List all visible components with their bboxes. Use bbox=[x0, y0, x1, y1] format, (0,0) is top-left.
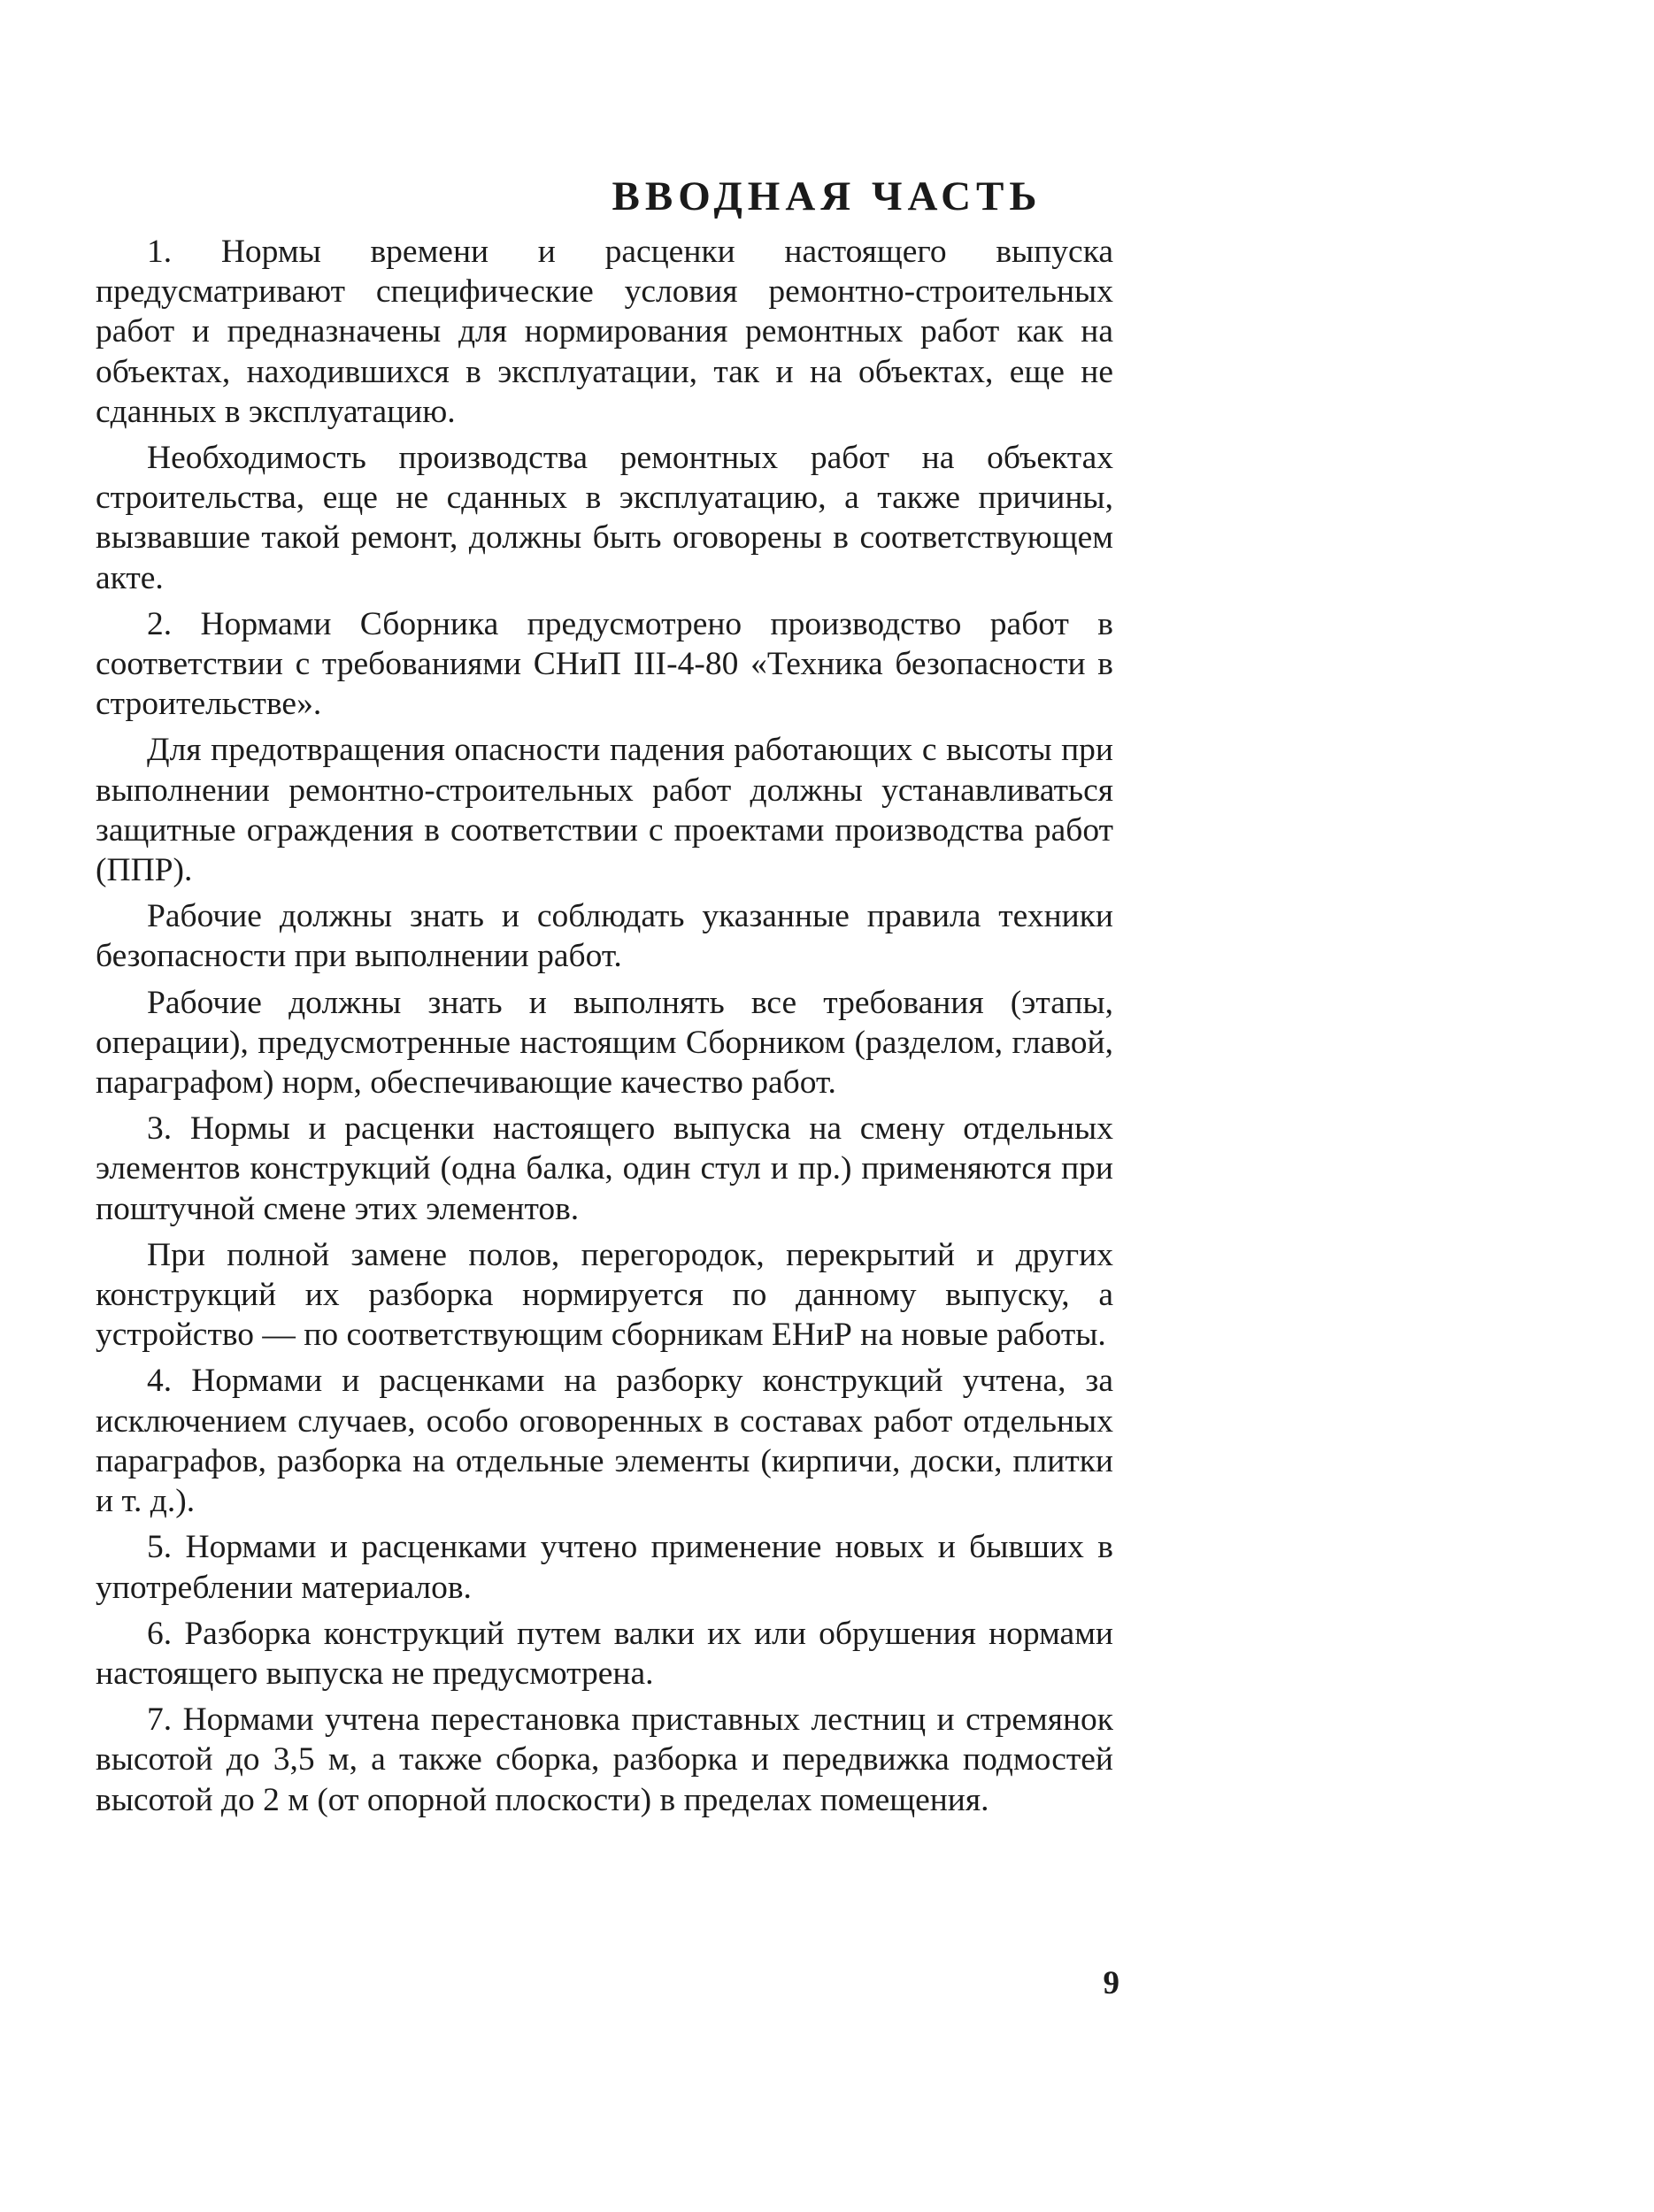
paragraph-6: 6. Разборка конструкций путем валки их или обрушения нормами настоящего выпуска не предусмотрена. bbox=[96, 1615, 1113, 1692]
paragraph-4: 4. Нормами и расценками на разборку конструкций учтена, за исключением случаев, особо оговоренных в составах работ отдельных параграфов, разборка на отдельные элементы (кирпичи, доски, плитки и т. д.). bbox=[96, 1363, 1113, 1520]
section-title: ВВОДНАЯ ЧАСТЬ bbox=[612, 173, 1042, 219]
page-number: 9 bbox=[1103, 1965, 1119, 2001]
paragraph-2-safety-rules: Рабочие должны знать и соблюдать указанные правила техники безопасности при выполнении работ. bbox=[96, 898, 1113, 975]
paragraph-1-continued: Необходимость производства ремонтных работ на объектах строительства, еще не сданных в эксплуатацию, а также причины, вызвавшие такой ремонт, должны быть оговорены в соответствующем акте. bbox=[96, 440, 1113, 596]
paragraph-2: 2. Нормами Сборника предусмотрено производство работ в соответствии с требованиями СНиП III-4-80 «Техника безопасности в строительстве». bbox=[96, 605, 1113, 723]
paragraph-7: 7. Нормами учтена перестановка приставных лестниц и стремянок высотой до 3,5 м, а также сборка, разборка и передвижка подмостей высотой до 2 м (от опорной плоскости) в пределах помещения. bbox=[96, 1701, 1113, 1818]
paragraph-2-requirements: Рабочие должны знать и выполнять все требования (этапы, операции), предусмотренные настоящим Сборником (разделом, главой, параграфом) норм, обеспечивающие качество работ. bbox=[96, 984, 1113, 1102]
paragraph-5: 5. Нормами и расценками учтено применение новых и бывших в употреблении материалов. bbox=[96, 1529, 1113, 1606]
paragraph-3-full-replacement: При полной замене полов, перегородок, перекрытий и других конструкций их разборка нормируется по данному выпуску, а устройство — по соответствующим сборникам ЕНиР на новые работы. bbox=[96, 1236, 1113, 1354]
paragraph-3: 3. Нормы и расценки настоящего выпуска на смену отдельных элементов конструкций (одна балка, один стул и пр.) применяются при поштучной смене этих элементов. bbox=[96, 1110, 1113, 1227]
paragraph-1: 1. Нормы времени и расценки настоящего выпуска предусматривают специфические условия ремонтно-строительных работ и предназначены для нормирования ремонтных работ как на объектах, находившихся в эксплуатации, так и на объектах, еще не сданных в эксплуатацию. bbox=[96, 234, 1113, 430]
body-text bbox=[96, 232, 1113, 1826]
paragraph-2-safety-barriers: Для предотвращения опасности падения работающих с высоты при выполнении ремонтно-строительных работ должны устанавливаться защитные ограждения в соответствии с проектами производства работ (ППР). bbox=[96, 732, 1113, 889]
